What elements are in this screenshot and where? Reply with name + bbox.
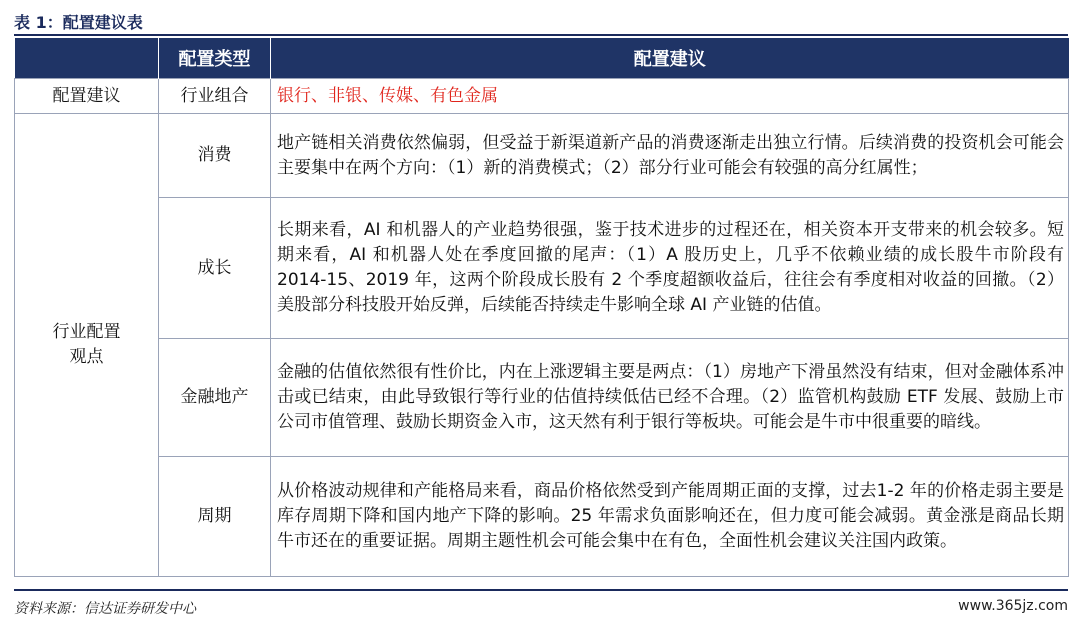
header-row	[15, 38, 1069, 79]
table-title: 表 1：配置建议表	[14, 13, 143, 32]
table-row	[15, 198, 1069, 339]
row-type: 成长	[159, 198, 271, 339]
row-type: 周期	[159, 457, 271, 577]
row-text: 长期来看，AI 和机器人的产业趋势很强，鉴于技术进步的过程还在，相关资本开支带来的机会较多。短期来看，AI 和机器人处在季度回撤的尾声：（1）A 股历史上，几乎不依赖业绩的成长股牛市阶段有 2014-15、2019 年，这两个阶段成长股有 2 个季度超额收益后，往往会有季度相对收益的回撤。（2）美股部分科技股开始反弹，后续能否持续走牛影响全球 AI 产业链的估值。	[271, 198, 1069, 339]
title-divider	[14, 34, 1068, 36]
header-type: 配置类型	[159, 38, 271, 79]
row-text: 从价格波动规律和产能格局来看，商品价格依然受到产能周期正面的支撑，过去1-2 年的价格走弱主要是库存周期下降和国内地产下降的影响。25 年需求负面影响还在，但力度可能会减弱。黄金涨是商品长期牛市还在的重要证据。周期主题性机会可能会集中在有色，全面性机会建议关注国内政策。	[271, 457, 1069, 577]
summary-type: 行业组合	[159, 79, 271, 114]
table-row	[15, 339, 1069, 457]
table-row	[15, 457, 1069, 577]
header-col1	[15, 38, 159, 79]
summary-category: 配置建议	[15, 79, 159, 114]
group-label	[15, 114, 159, 577]
footer-divider	[14, 589, 1068, 591]
header-advice: 配置建议	[271, 38, 1069, 79]
row-text: 金融的估值依然很有性价比，内在上涨逻辑主要是两点：（1）房地产下滑虽然没有结束，但对金融体系冲击或已结束，由此导致银行等行业的估值持续低估已经不合理。（2）监管机构鼓励 ETF 发展、鼓励上市公司市值管理、鼓励长期资金入市，这天然有利于银行等板块。可能会是牛市中很重要的暗线。	[271, 339, 1069, 457]
watermark: www.365jz.com	[958, 598, 1068, 614]
summary-industries: 银行、非银、传媒、有色金属	[271, 79, 1069, 114]
row-text: 地产链相关消费依然偏弱，但受益于新渠道新产品的消费逐渐走出独立行情。后续消费的投资机会可能会主要集中在两个方向：（1）新的消费模式；（2）部分行业可能会有较强的高分红属性；	[271, 114, 1069, 198]
allocation-table	[14, 38, 1069, 577]
row-type: 消费	[159, 114, 271, 198]
source-note: 资料来源：信达证券研发中心	[14, 601, 196, 617]
row-type: 金融地产	[159, 339, 271, 457]
table-row	[15, 114, 1069, 198]
summary-row	[15, 79, 1069, 114]
group-label-text: 行业配置观点	[52, 322, 121, 367]
